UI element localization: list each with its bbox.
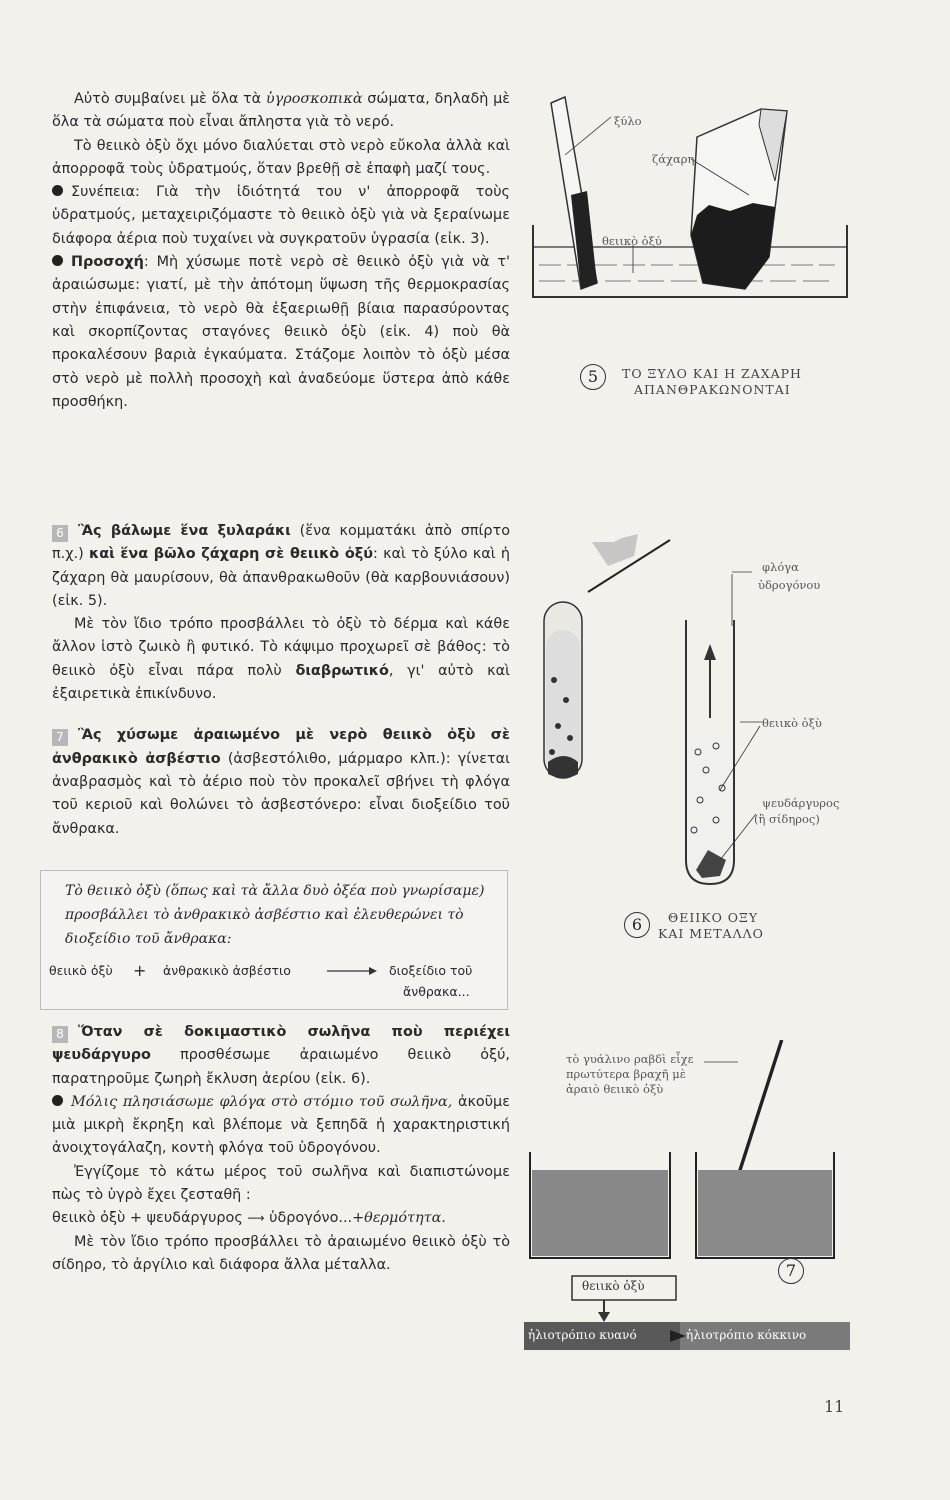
bullet-icon: [52, 255, 63, 266]
fig5-label-sugar: ζάχαρη: [652, 152, 695, 166]
paragraph-warning: Προσοχή: Μὴ χύσωμε ποτὲ νερὸ σὲ θειικὸ ὀξὺ γιὰ νὰ τ' ἀραιώσωμε: γιατί, μὲ τὴν ἀπότομη ὕψωση τῆς θερμοκρασίας στὴν ἐπιφάνεια, τὸ νερὸ θὰ ἐξαεριωθῇ βίαια παρασύροντας καὶ σκορπίζοντας σταγόνες θειικὸ ὀξὺ (εἰκ. 4) ποὺ θὰ προκαλέσουν βαριὰ ἐγκαύματα. Στάζομε λοιπὸν τὸ ὀξὺ μέσα στὸ νερὸ μὲ πολλὴ προσοχὴ καὶ ἀναδεύομε ὕστερα ἀπὸ κάθε προσθήκη.: [52, 254, 510, 410]
fig7-label-acid: θειικὸ ὀξὺ: [582, 1279, 645, 1293]
paragraph-hygroscopic: Αὐτὸ συμβαίνει μὲ ὅλα τὰ ὑγροσκοπικὰ σώματα, δηλαδὴ μὲ ὅλα τὰ σώματα ποὺ εἶναι ἄπληστα γιὰ τὸ νερό.: [52, 91, 511, 131]
text-column-top: [52, 88, 510, 414]
fig5-label-wood: ξύλο: [614, 114, 642, 128]
box-reactant-carbonate: ἀνθρακικὸ ἀσβέστιο: [163, 963, 291, 978]
bullet-icon: [52, 185, 63, 196]
paragraph-heat: Ἐγγίζομε τὸ κάτω μέρος τοῦ σωλῆνα καὶ διαπιστώνομε πὼς τὸ ὑγρὸ ἔχει ζεσταθῆ :: [52, 1163, 510, 1204]
fig7-note: τὸ γυάλινο ραβδὶ εἶχε πρωτύτερα βραχῆ μὲ ἀραιὸ θειικὸ ὀξὺ: [566, 1052, 694, 1096]
paragraph-consequence: Συνέπεια: Γιὰ τὴν ἰδιότητά του ν' ἀπορροφᾶ τοὺς ὑδρατμούς, μεταχειριζόμαστε τὸ θειικὸ ὀξὺ γιὰ νὰ ξεραίνωμε διάφορα ἀέρια ποὺ τυχαίνει νὰ συγκρατοῦν ὑγρασία (εἰκ. 3).: [52, 184, 510, 247]
bullet-icon: [52, 1095, 63, 1106]
fig6-label-acid: θειικὸ ὀξὺ: [762, 716, 822, 730]
equation-hydrogen: θειικὸ ὀξὺ + ψευδάργυρος ⟶ ὑδρογόνο...+θερμότητα.: [52, 1210, 446, 1227]
experiment-8: 8 Ὅταν σὲ δοκιμαστικὸ σωλῆνα ποὺ περιέχει ψευδάργυρο προσθέσωμε ἀραιωμένο θειικὸ ὀξύ, παρατηροῦμε ζωηρὴ ἔκλυση ἀερίου (εἰκ. 6).: [52, 1024, 511, 1087]
experiment-number: 7: [52, 729, 68, 746]
box-reactant-acid: θειικὸ ὀξὺ: [49, 963, 113, 978]
box-product-1: διοξείδιο τοῦ: [389, 963, 473, 978]
figure-5-caption-line2: ΑΠΑΝΘΡΑΚΩΝΟΝΤΑΙ: [634, 382, 791, 397]
text-column-bottom: [52, 1021, 510, 1277]
box-plus: +: [133, 961, 147, 980]
fig7-litmus-red: ἡλιοτρόπιο κόκκινο: [686, 1328, 807, 1342]
fig6-label-flame: φλόγα: [762, 560, 799, 574]
experiment-7: 7 Ἂς χύσωμε ἀραιωμένο μὲ νερὸ θειικὸ ὀξὺ σὲ ἀνθρακικὸ ἀσβέστιο (ἀσβεστόλιθο, μάρμαρο κλπ.): γίνεται ἀναβρασμὸς καὶ τὸ ἀέριο ποὺ τὸν προκαλεῖ σβήνει τὴ φλόγα τοῦ κεριοῦ καὶ θολώνει τὸ ἀσβεστόνερο: εἶναι διοξείδιο τοῦ ἄνθρακα.: [52, 727, 510, 837]
fig5-label-acid: θειικὸ ὀξύ: [602, 234, 662, 248]
experiment-number: 8: [52, 1026, 68, 1043]
figure-5-caption-line1: ΤΟ ΞΥΛΟ ΚΑΙ Η ΖΑΧΑΡΗ: [622, 366, 802, 381]
figure-6-caption-line2: ΚΑΙ ΜΕΤΑΛΛΟ: [658, 926, 764, 941]
page-number: 11: [824, 1397, 845, 1416]
fig6-label-zinc: ψευδάργυρος: [762, 796, 840, 810]
italic-term: ὑγροσκοπικὰ: [265, 91, 363, 107]
experiment-number: 6: [52, 525, 68, 542]
fig6-label-iron: (ἢ σίδηρος): [754, 812, 820, 826]
reaction-box: [40, 870, 508, 1010]
text-column-middle: [52, 520, 510, 841]
figure-5-number: 5: [580, 364, 606, 390]
paragraph-metals: Μὲ τὸν ἴδιο τρόπο προσβάλλει τὸ ἀραιωμένο θειικὸ ὀξὺ τὸ σίδηρο, τὸ ἀργίλιο καὶ διάφορα ἄλλα μέταλλα.: [52, 1233, 510, 1273]
paragraph-corrosive: Μὲ τὸν ἴδιο τρόπο προσβάλλει τὸ ὀξὺ τὸ δέρμα καὶ κάθε ἄλλον ἱστὸ ζωικὸ ἢ φυτικό. Τὸ κάψιμο προχωρεῖ σὲ βάθος: τὸ θειικὸ ὀξὺ εἶναι πάρα πολὺ διαβρωτικό, γι' αὐτὸ καὶ ἐξαιρετικὰ ἐπικίνδυνο.: [52, 616, 510, 703]
paragraph-absorbs: Τὸ θειικὸ ὀξὺ ὄχι μόνο διαλύεται στὸ νερὸ εὔκολα ἀλλὰ καὶ ἀπορροφᾶ τοὺς ὑδρατμούς, ὅταν βρεθῇ σὲ ἐπαφὴ μαζί τους.: [52, 137, 510, 177]
fig7-litmus-blue: ἡλιοτρόπιο κυανό: [528, 1328, 637, 1342]
figure-7-number: 7: [778, 1258, 804, 1284]
figure-6-caption-line1: ΘΕΙΙΚΟ ΟΞΥ: [668, 910, 759, 925]
paragraph-flame: Μόλις πλησιάσωμε φλόγα στὸ στόμιο τοῦ σωλῆνα, ἀκοῦμε μιὰ μικρὴ ἔκρηξη καὶ βλέπομε νὰ ξεπηδᾶ ἡ χαρακτηριστική ἀνοιχτογάλαζη, κοντὴ φλόγα τοῦ ὑδρογόνου.: [52, 1093, 510, 1157]
figure-5-drawing: [525, 85, 865, 310]
box-italic-text: Τὸ θειικὸ ὀξὺ (ὅπως καὶ τὰ ἄλλα δυὸ ὀξέα ποὺ γνωρίσαμε) προσβάλλει τὸ ἀνθρακικὸ ἀσβέστιο καὶ ἐλευθερώνει τὸ διοξείδιο τοῦ ἄνθρακα:: [65, 883, 485, 947]
reaction-arrow-icon: [327, 965, 377, 977]
figure-6-number: 6: [624, 912, 650, 938]
experiment-6: 6 Ἂς βάλωμε ἕνα ξυλαράκι (ἕνα κομματάκι ἀπὸ σπίρτο π.χ.) καὶ ἕνα βῶλο ζάχαρη σὲ θειικὸ ὀξύ: καὶ τὸ ξύλο καὶ ἡ ζάχαρη θὰ μαυρίσουν, θὰ ἀπανθρακωθοῦν (θὰ καρβουνιάσουν) (εἰκ. 5).: [52, 523, 511, 609]
box-product-2: ἄνθρακα...: [403, 984, 470, 999]
fig6-label-hydrogen: ὑδρογόνου: [758, 578, 821, 592]
